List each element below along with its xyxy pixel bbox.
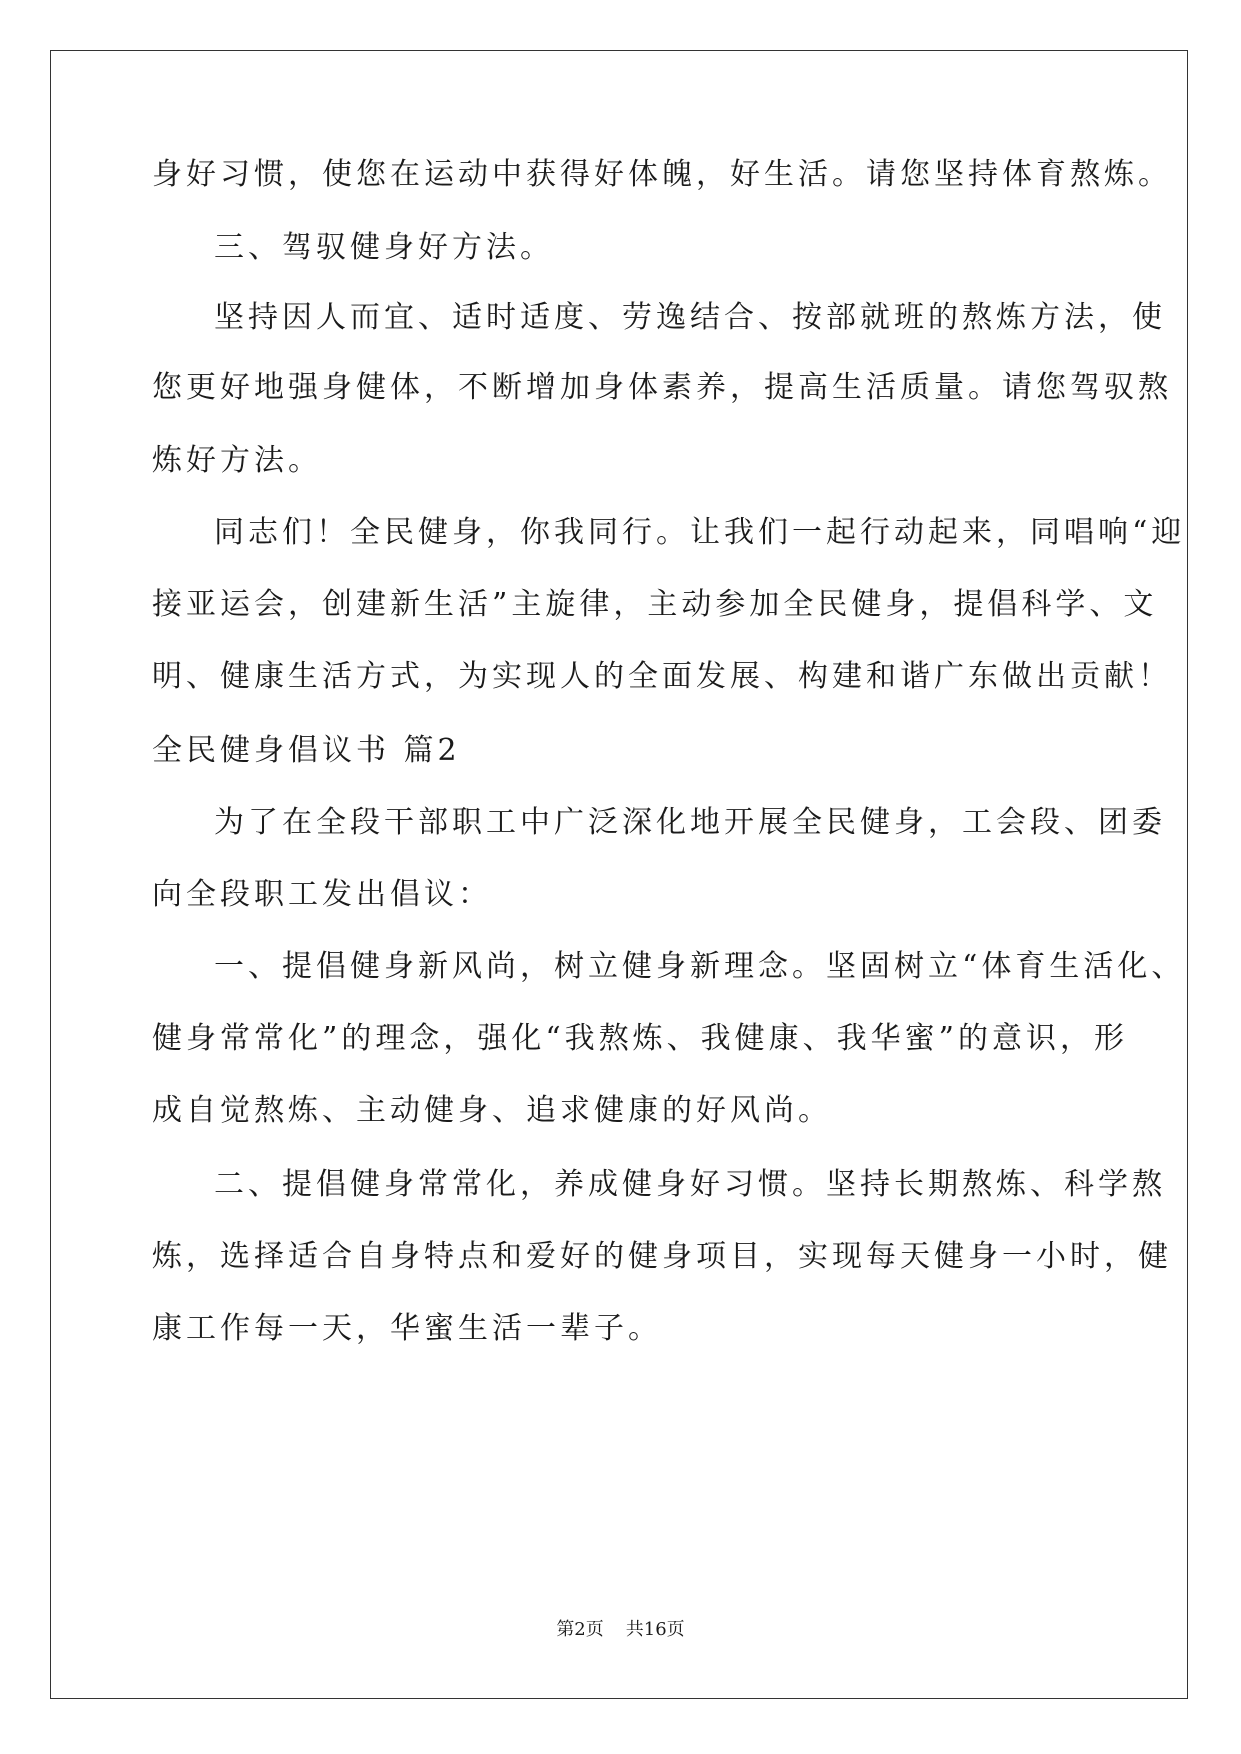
body-line: 身好习惯，使您在运动中获得好体魄，好生活。请您坚持体育熬炼。 bbox=[152, 157, 1172, 192]
page-footer bbox=[0, 1618, 1241, 1642]
body-line: 康工作每一天，华蜜生活一辈子。 bbox=[152, 1311, 662, 1346]
body-line: 您更好地强身健体，不断增加身体素养，提高生活质量。请您驾驭熬 bbox=[152, 370, 1172, 405]
body-line: 为了在全段干部职工中广泛深化地开展全民健身，工会段、团委 bbox=[214, 805, 1166, 840]
body-line: 炼，选择适合自身特点和爱好的健身项目，实现每天健身一小时，健 bbox=[152, 1239, 1172, 1274]
body-line: 明、健康生活方式，为实现人的全面发展、构建和谐广东做出贡献！ bbox=[152, 659, 1172, 694]
section-heading-3: 三、驾驭健身好方法。 bbox=[214, 230, 554, 265]
body-line: 接亚运会，创建新生活”主旋律，主动参加全民健身，提倡科学、文 bbox=[152, 587, 1158, 622]
body-line: 向全段职工发出倡议： bbox=[152, 877, 492, 912]
article-title: 全民健身倡议书 篇2 bbox=[152, 733, 461, 768]
page-number: 第2页 bbox=[556, 1619, 604, 1640]
body-line: 二、提倡健身常常化，养成健身好习惯。坚持长期熬炼、科学熬 bbox=[214, 1167, 1166, 1202]
body-line: 成自觉熬炼、主动健身、追求健康的好风尚。 bbox=[152, 1093, 832, 1128]
body-line: 坚持因人而宜、适时适度、劳逸结合、按部就班的熬炼方法，使 bbox=[214, 300, 1166, 335]
body-line: 同志们！全民健身，你我同行。让我们一起行动起来，同唱响“迎 bbox=[214, 515, 1186, 550]
page-total: 共16页 bbox=[625, 1619, 685, 1640]
body-line: 一、提倡健身新风尚，树立健身新理念。坚固树立“体育生活化、 bbox=[214, 949, 1186, 984]
body-line: 健身常常化”的理念，强化“我熬炼、我健康、我华蜜”的意识，形 bbox=[152, 1021, 1129, 1056]
body-line: 炼好方法。 bbox=[152, 443, 322, 478]
